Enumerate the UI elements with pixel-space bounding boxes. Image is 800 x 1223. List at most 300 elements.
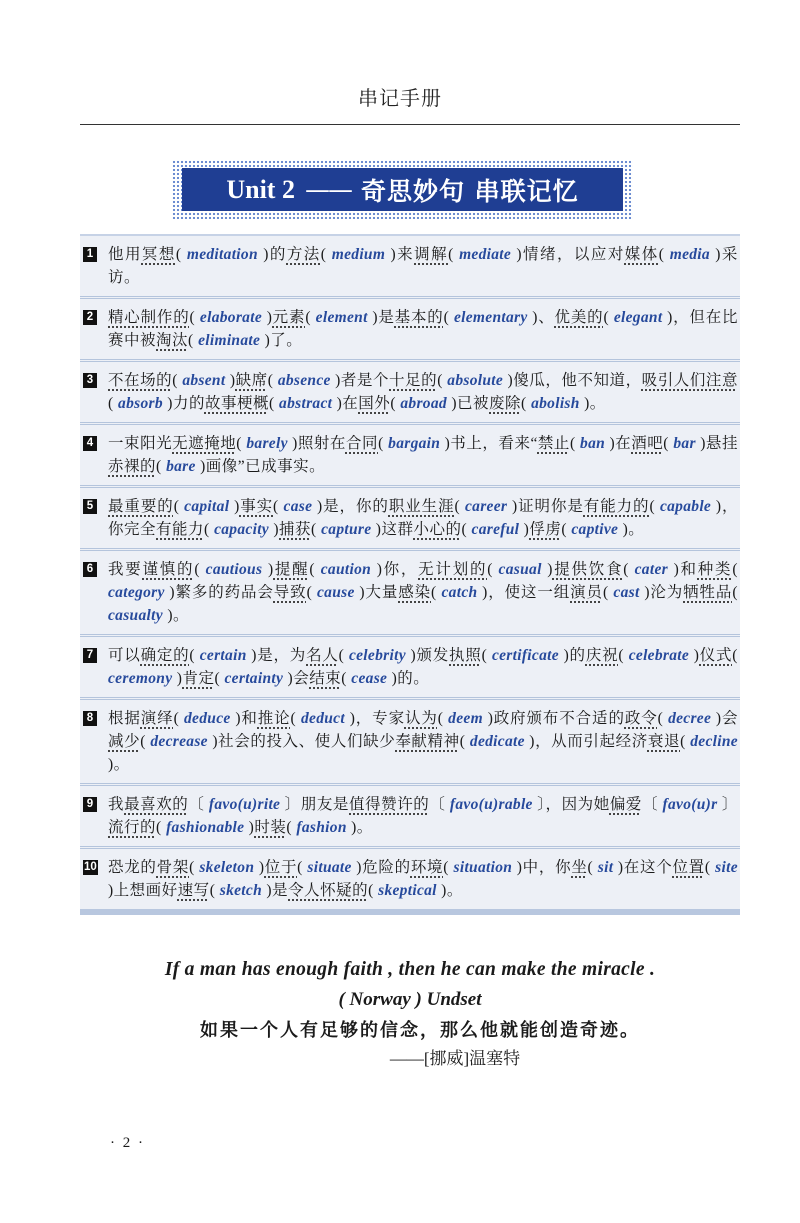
chinese-text: 〕，因为她 (532, 796, 610, 813)
chinese-keyword: 职业生涯 (388, 498, 455, 515)
chinese-keyword: 小心的 (413, 521, 462, 538)
chinese-text: )沦为 (639, 584, 684, 601)
chinese-text: ( (267, 372, 278, 389)
chinese-text: 恐龙的 (108, 859, 157, 876)
chinese-text: ( (286, 819, 297, 836)
chinese-keyword: 捕获 (279, 521, 312, 538)
chinese-keyword: 国外 (358, 395, 391, 412)
english-word: deduce (184, 710, 231, 727)
sentence-text (108, 856, 738, 902)
english-word: elementary (453, 309, 528, 326)
chinese-keyword: 故事梗概 (204, 395, 269, 412)
quote-english-author: ( Norway ) Undset (338, 989, 482, 1010)
item-number-column (83, 558, 108, 627)
chinese-keyword: 调解 (414, 246, 449, 263)
chinese-keyword: 俘虏 (529, 521, 562, 538)
chinese-text: 我要 (108, 561, 143, 578)
english-word: captive (571, 521, 619, 538)
item-number-column (83, 707, 108, 776)
chinese-text: ( (306, 584, 317, 601)
chinese-text: ( (189, 647, 200, 664)
chinese-text: 我 (108, 796, 125, 813)
chinese-text: ) (262, 561, 274, 578)
english-word: certificate (491, 647, 559, 664)
chinese-text: )。 (579, 395, 606, 412)
chinese-text: ( (188, 332, 199, 349)
chinese-text: ( (268, 395, 280, 412)
chinese-text: )，你完全 (108, 498, 738, 538)
chinese-text: )是，你的 (312, 498, 389, 515)
chinese-keyword: 演员 (570, 584, 603, 601)
english-word: absolute (447, 372, 504, 389)
chinese-text: )危险的 (351, 859, 411, 876)
english-word: abstract (279, 395, 333, 412)
chinese-keyword: 废除 (489, 395, 522, 412)
chinese-text: ( (461, 521, 472, 538)
unit-title-dash: —— (304, 175, 351, 204)
english-word: capacity (214, 521, 269, 538)
chinese-text: ( (454, 498, 465, 515)
chinese-text: )大量 (354, 584, 399, 601)
unit-subtitle: 奇思妙句 串联记忆 (360, 176, 579, 206)
chinese-keyword: 感染 (398, 584, 432, 601)
chinese-text: )和 (667, 561, 698, 578)
english-word: abroad (400, 395, 447, 412)
item-number-badge: 1 (83, 247, 97, 262)
chinese-text: ( (309, 561, 321, 578)
chinese-text: ( (156, 819, 167, 836)
chinese-keyword: 精心制作的 (108, 309, 190, 326)
english-word: cease (351, 670, 388, 687)
english-word: medium (331, 246, 386, 263)
english-word: element (315, 309, 368, 326)
chinese-text: )悬挂 (695, 435, 738, 452)
chinese-text: ( (680, 733, 691, 750)
chinese-text: ( (437, 710, 449, 727)
chinese-text: ( (156, 458, 167, 475)
chinese-text: )来 (385, 246, 415, 263)
english-word: celebrate (628, 647, 690, 664)
chinese-keyword: 无计划的 (418, 561, 488, 578)
chinese-keyword: 奉献精神 (395, 733, 460, 750)
chinese-text: ( (390, 395, 401, 412)
unit-title-banner (172, 160, 633, 219)
english-word: elaborate (199, 309, 263, 326)
chinese-text: 〕朋友是 (280, 796, 349, 813)
chinese-text: )照射在 (287, 435, 346, 452)
chinese-text: ( (338, 647, 349, 664)
chinese-text: 〔 (188, 796, 209, 813)
chinese-text: )，专家 (344, 710, 405, 727)
english-word: careful (471, 521, 520, 538)
chinese-text: ) (519, 521, 530, 538)
chinese-text: ( (443, 309, 454, 326)
english-word: decrease (150, 733, 208, 750)
sentence-text (108, 369, 738, 415)
item-number-badge: 5 (83, 499, 97, 514)
chinese-text: ( (173, 710, 184, 727)
chinese-keyword: 优美的 (554, 309, 604, 326)
chinese-text: ( (175, 246, 187, 263)
chinese-text: ( (311, 521, 322, 538)
item-number-badge: 4 (83, 436, 97, 451)
chinese-keyword: 种类 (697, 561, 733, 578)
chinese-keyword: 骨架 (156, 859, 190, 876)
item-number-badge: 7 (83, 648, 97, 663)
english-word: deem (448, 710, 483, 727)
chinese-text: ( (618, 647, 629, 664)
chinese-text: )的。 (387, 670, 430, 687)
chinese-text: ( (209, 882, 220, 899)
english-word: skeleton (199, 859, 255, 876)
chinese-text: )者是个 (330, 372, 390, 389)
chinese-text: ( (214, 670, 225, 687)
chinese-text: ( (172, 372, 183, 389)
chinese-text: 〕 (717, 796, 738, 813)
english-word: mediate (459, 246, 512, 263)
chinese-keyword: 无遮掩地 (172, 435, 237, 452)
chinese-text: 〔 (429, 796, 450, 813)
chinese-keyword: 肯定 (182, 670, 215, 687)
chinese-text: ( (368, 882, 379, 899)
chinese-text: )力的 (162, 395, 205, 412)
english-word: certainty (224, 670, 284, 687)
english-word: decline (690, 733, 738, 750)
chinese-keyword: 推论 (257, 710, 291, 727)
sentence-text (108, 644, 738, 690)
chinese-text: )会 (711, 710, 738, 727)
english-word: barely (246, 435, 288, 452)
chinese-keyword: 认为 (404, 710, 438, 727)
chinese-keyword: 牺牲品 (683, 584, 733, 601)
chinese-text: ( (649, 498, 660, 515)
chinese-text: ( (663, 435, 674, 452)
chinese-text: ( (732, 561, 738, 578)
chinese-text: 〔 (641, 796, 663, 813)
chinese-keyword: 缺席 (235, 372, 268, 389)
chinese-keyword: 最喜欢的 (124, 796, 189, 813)
item-number-badge: 3 (83, 373, 97, 388)
chinese-text: ( (569, 435, 581, 452)
chinese-keyword: 方法 (286, 246, 321, 263)
chinese-text: ( (443, 859, 454, 876)
sentence-list (80, 234, 740, 915)
main-content (80, 234, 740, 1073)
chinese-text: )是 (262, 882, 289, 899)
item-number-column (83, 793, 108, 839)
chinese-text: ( (459, 733, 470, 750)
chinese-keyword: 淘汰 (156, 332, 189, 349)
english-word: situation (453, 859, 513, 876)
chinese-text: )，使这一组 (477, 584, 571, 601)
chinese-keyword: 赤裸的 (108, 458, 157, 475)
chinese-keyword: 流行的 (108, 819, 157, 836)
english-word: dedicate (469, 733, 525, 750)
chinese-text: ) (689, 647, 700, 664)
chinese-text: )这群 (371, 521, 414, 538)
sentence-item-8 (80, 700, 740, 786)
chinese-text: ( (448, 246, 460, 263)
chinese-text: )。 (162, 607, 189, 624)
chinese-keyword: 令人怀疑的 (288, 882, 369, 899)
english-word: case (283, 498, 313, 515)
chinese-text: ( (194, 561, 206, 578)
english-word: site (715, 859, 738, 876)
chinese-text: )画像”已成事实。 (195, 458, 326, 475)
chinese-keyword: 十足的 (389, 372, 438, 389)
chinese-keyword: 速写 (177, 882, 210, 899)
sentence-item-2 (80, 299, 740, 362)
chinese-text: )，但在比赛中被 (108, 309, 738, 349)
chinese-text: )是，为 (246, 647, 307, 664)
chinese-keyword: 不在场的 (108, 372, 173, 389)
sentence-text (108, 707, 738, 776)
chinese-text: ( (437, 372, 448, 389)
chinese-text: )在 (605, 435, 632, 452)
english-word: elegant (613, 309, 663, 326)
chinese-text: ( (431, 584, 442, 601)
chinese-keyword: 提供饮食 (552, 561, 624, 578)
sentence-text (108, 432, 738, 478)
chinese-text: )已被 (446, 395, 489, 412)
chinese-text: ( (487, 561, 499, 578)
chinese-text: 根据 (108, 710, 141, 727)
english-word: bargain (388, 435, 441, 452)
chinese-text: ) (229, 498, 240, 515)
item-number-column (83, 856, 108, 902)
sentence-text (108, 243, 738, 289)
chinese-keyword: 仪式 (699, 647, 733, 664)
chinese-keyword: 导致 (273, 584, 307, 601)
item-number-badge: 6 (83, 562, 97, 577)
chinese-keyword: 执照 (449, 647, 482, 664)
item-number-column (83, 306, 108, 352)
chinese-text: )在 (332, 395, 359, 412)
english-word: capture (321, 521, 372, 538)
chinese-text: )，从而引起经济 (524, 733, 648, 750)
chinese-text: ) (262, 309, 273, 326)
chinese-keyword: 结束 (309, 670, 342, 687)
english-word: ceremony (108, 670, 173, 687)
item-number-column (83, 432, 108, 478)
english-word: cautious (205, 561, 263, 578)
chinese-keyword: 酒吧 (631, 435, 664, 452)
chinese-text: ) (268, 521, 280, 538)
quote-chinese-author: ——[挪威]温塞特 (389, 1049, 521, 1068)
english-word: absorb (118, 395, 163, 412)
sentence-item-3 (80, 362, 740, 425)
english-word: cast (613, 584, 640, 601)
english-word: meditation (186, 246, 258, 263)
chinese-keyword: 谨慎的 (142, 561, 195, 578)
sentence-item-1 (80, 236, 740, 299)
chinese-text: )你， (371, 561, 419, 578)
chinese-text: ( (623, 561, 635, 578)
chinese-text: ( (273, 498, 284, 515)
chinese-text: )。 (436, 882, 463, 899)
chinese-keyword: 有能力 (156, 521, 205, 538)
chinese-text: )政府颁布不合适的 (482, 710, 625, 727)
chinese-text: )在这个 (613, 859, 673, 876)
item-number-column (83, 644, 108, 690)
chinese-text: 一束阳光 (108, 435, 173, 452)
chinese-text: ( (561, 521, 572, 538)
chinese-text: ) (541, 561, 553, 578)
item-number-badge: 8 (83, 711, 97, 726)
english-word: fashionable (166, 819, 245, 836)
english-word: absence (277, 372, 331, 389)
chinese-text: )证明你是 (507, 498, 584, 515)
english-word: deduct (300, 710, 345, 727)
sentence-item-4 (80, 425, 740, 488)
chinese-keyword: 吸引人们注意 (641, 372, 738, 389)
chinese-keyword: 庆祝 (585, 647, 619, 664)
chinese-text: )了。 (260, 332, 303, 349)
sentence-item-9 (80, 786, 740, 849)
chinese-keyword: 有能力的 (583, 498, 650, 515)
chinese-text: )。 (108, 756, 130, 773)
chinese-text: )的 (257, 246, 287, 263)
chinese-keyword: 值得赞许的 (349, 796, 430, 813)
chinese-keyword: 合同 (345, 435, 379, 452)
english-word: certain (199, 647, 247, 664)
chinese-text: )。 (618, 521, 645, 538)
sentence-item-5 (80, 488, 740, 551)
sentence-text (108, 558, 738, 627)
english-word: caution (320, 561, 372, 578)
chinese-text: ( (602, 584, 614, 601)
chinese-keyword: 坐 (571, 859, 588, 876)
chinese-keyword: 确定的 (140, 647, 190, 664)
english-word: favo(u)rite (208, 796, 281, 813)
english-word: eliminate (198, 332, 261, 349)
sentence-text (108, 793, 738, 839)
chinese-text: 可以 (108, 647, 141, 664)
chinese-keyword: 名人 (306, 647, 339, 664)
chinese-text: )情绪，以应对 (511, 246, 625, 263)
chinese-keyword: 偏爱 (609, 796, 642, 813)
sentence-item-6 (80, 551, 740, 637)
chinese-text: )和 (230, 710, 258, 727)
english-word: capital (184, 498, 230, 515)
chinese-text: )上想画好 (108, 882, 178, 899)
sentence-item-10 (80, 849, 740, 909)
chinese-keyword: 演绎 (140, 710, 174, 727)
chinese-text: )、 (527, 309, 555, 326)
chinese-text: ( (341, 670, 352, 687)
english-word: casual (498, 561, 542, 578)
chinese-text: ( (481, 647, 492, 664)
chinese-text: 他用 (108, 246, 142, 263)
page-number: · 2 · (110, 1135, 145, 1151)
sentence-text (108, 306, 738, 352)
english-word: catch (441, 584, 478, 601)
chinese-text: )傻瓜，他不知道， (503, 372, 642, 389)
english-word: cause (317, 584, 355, 601)
chinese-keyword: 位置 (672, 859, 705, 876)
english-word: favo(u)rable (449, 796, 533, 813)
sentence-text (108, 495, 738, 541)
chinese-text: ( (378, 435, 389, 452)
english-word: sketch (219, 882, 263, 899)
chinese-text: ( (173, 498, 185, 515)
chinese-text: ) (172, 670, 183, 687)
unit-title-plate (182, 168, 623, 211)
chinese-keyword: 元素 (272, 309, 306, 326)
running-header: 串记手册 (358, 88, 442, 110)
chinese-text: ) (254, 859, 265, 876)
quote-block (80, 955, 740, 1073)
chinese-text: )采访。 (108, 246, 738, 286)
chinese-text: ( (658, 246, 670, 263)
chinese-keyword: 禁止 (537, 435, 570, 452)
chinese-keyword: 冥想 (141, 246, 176, 263)
chinese-text: )颁发 (405, 647, 450, 664)
chinese-keyword: 提醒 (273, 561, 310, 578)
chinese-text: ( (290, 710, 301, 727)
chinese-text: ( (236, 435, 247, 452)
english-word: abolish (531, 395, 580, 412)
chinese-text: )是 (367, 309, 395, 326)
english-word: ban (580, 435, 606, 452)
english-word: celebrity (348, 647, 406, 664)
english-word: career (464, 498, 508, 515)
english-word: decree (668, 710, 712, 727)
chinese-keyword: 政令 (624, 710, 658, 727)
english-word: sit (597, 859, 614, 876)
unit-label: Unit 2 (226, 174, 295, 204)
chinese-text: )繁多的药品会 (164, 584, 274, 601)
chinese-text: ( (603, 309, 614, 326)
chinese-keyword: 媒体 (624, 246, 659, 263)
english-word: situate (307, 859, 352, 876)
chinese-keyword: 位于 (264, 859, 298, 876)
item-number-column (83, 369, 108, 415)
chinese-text: ( (204, 521, 215, 538)
chinese-keyword: 基本的 (394, 309, 444, 326)
english-word: bar (673, 435, 696, 452)
english-word: category (108, 584, 165, 601)
chinese-text: ) (244, 819, 255, 836)
english-word: casualty (108, 607, 163, 624)
english-word: bare (166, 458, 196, 475)
english-word: skeptical (378, 882, 437, 899)
sentence-item-7 (80, 637, 740, 700)
chinese-keyword: 减少 (108, 733, 141, 750)
chinese-text: ( (140, 733, 151, 750)
english-word: capable (659, 498, 712, 515)
chinese-text: ) (225, 372, 236, 389)
chinese-text: ( (587, 859, 598, 876)
chinese-keyword: 事实 (239, 498, 274, 515)
chinese-text: ( (189, 859, 200, 876)
chinese-text: ( (297, 859, 308, 876)
chinese-text: )。 (346, 819, 373, 836)
english-word: fashion (296, 819, 347, 836)
chinese-text: ( (732, 647, 738, 664)
chinese-text: )中，你 (512, 859, 572, 876)
item-number-column (83, 243, 108, 289)
english-word: favo(u)r (662, 796, 718, 813)
header-divider (80, 124, 740, 125)
chinese-text: )书上，看来“ (440, 435, 538, 452)
chinese-text: )的 (558, 647, 586, 664)
chinese-text: ( (521, 395, 532, 412)
english-word: absent (182, 372, 226, 389)
chinese-text: ( (704, 859, 716, 876)
chinese-text: ( (732, 584, 738, 601)
chinese-keyword: 环境 (410, 859, 444, 876)
